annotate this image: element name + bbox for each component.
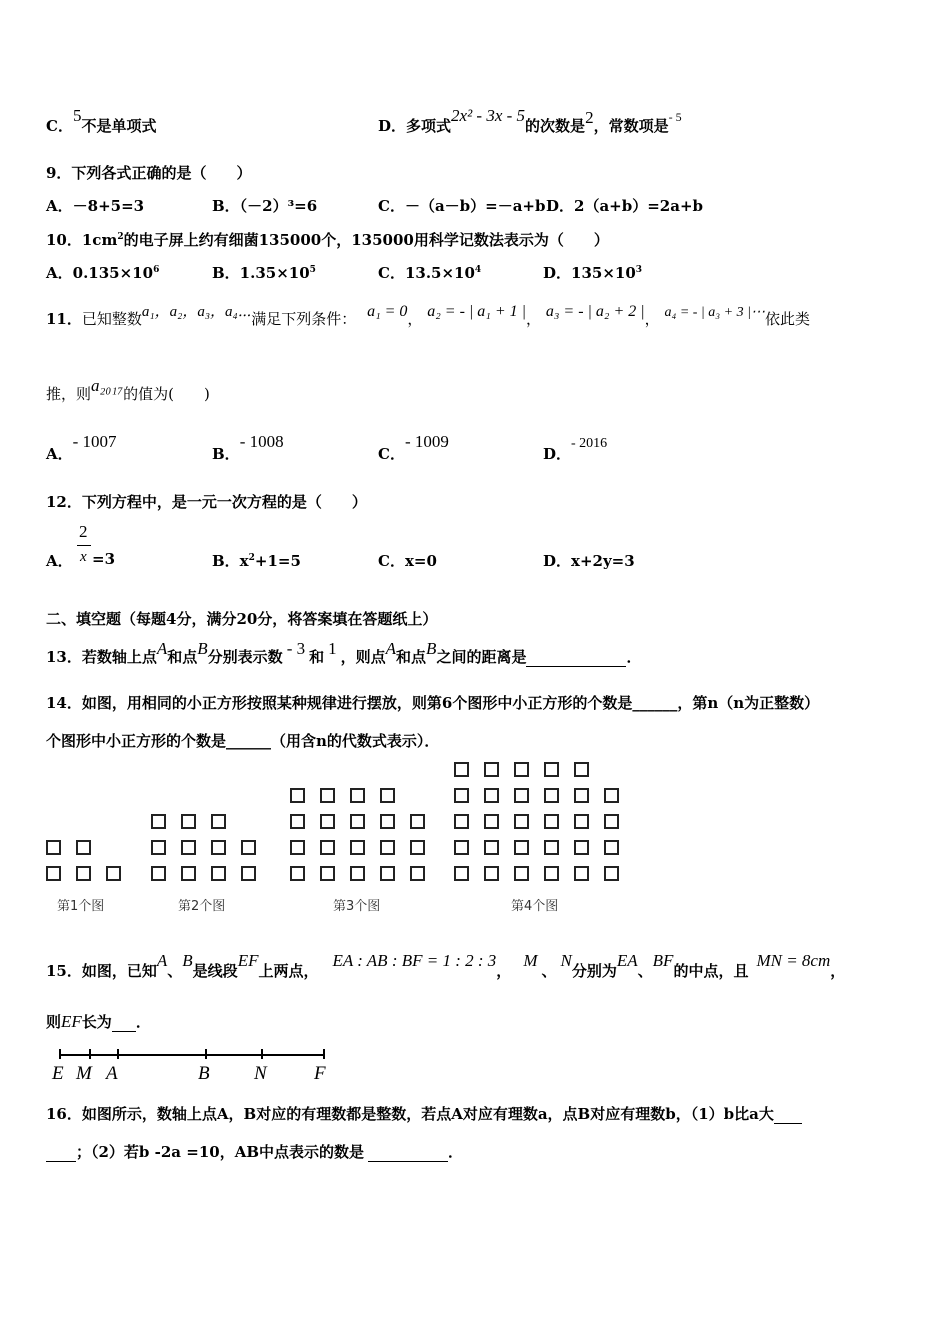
q12-a-fraction-bar [77,545,91,546]
q14-line1: 14．如图，用相同的小正方形按照某种规律进行摆放，则第6个图形中小正方形的个数是______，第n（n为正整数） [46,694,820,712]
segment-point-label: F [314,1063,326,1084]
q14-square-fig3 [380,840,395,855]
section-2-heading: 二、填空题（每题4分，满分20分，将答案填在答题纸上） [46,610,438,628]
q12-option-a: A． [46,552,73,570]
q10-option-a: A．$0.135\times 10^6$ [46,264,160,282]
q14-square-fig4 [514,762,529,777]
q9-option-c: C．－（a－b）=－a+b [378,197,546,215]
q14-square-fig4 [604,814,619,829]
q14-caption-1: 第1个图 [57,899,105,914]
q14-square-fig4 [454,762,469,777]
q14-square-fig3 [380,814,395,829]
q14-square-fig3 [290,866,305,881]
q14-square-fig2 [151,866,166,881]
q14-square-fig4 [514,814,529,829]
q16-line1: 16．如图所示，数轴上点A，B对应的有理数都是整数，若点A对应有理数a，点B对应有理数b，（1）b比a大 [46,1103,802,1124]
q14-square-fig1 [106,866,121,881]
q8-option-c: C．5不是单项式 [46,106,157,135]
q14-square-fig2 [181,840,196,855]
q14-square-fig3 [320,840,335,855]
q12-stem: 12．下列方程中，是一元一次方程的是（ ） [46,493,367,511]
q14-square-fig4 [454,840,469,855]
q12-option-b: B．$x^2+1=5$ [212,552,301,570]
q10-option-c: C．$13.5\times 10^4$ [378,264,482,282]
q14-square-fig3 [320,814,335,829]
q14-square-fig3 [290,814,305,829]
q14-square-fig4 [544,788,559,803]
q9-option-d: D．2（a+b）=2a+b [546,197,704,215]
q16-answer-blank-1a[interactable] [774,1109,802,1124]
q16-answer-blank-2[interactable] [368,1147,448,1162]
q10-stem: 10．$1cm^2$的电子屏上约有细菌135000个，135000用科学记数法表示为（ ） [46,231,609,249]
q14-square-fig4 [514,866,529,881]
q14-square-fig1 [76,840,91,855]
q11-line2: 推，则a₂₀₁₇的值为( ) [46,376,210,403]
q12-a-tail: =3 [92,550,116,568]
q14-square-fig4 [574,840,589,855]
q14-square-fig4 [574,788,589,803]
q15-line2: 则EF长为 ． [46,1012,151,1031]
q14-square-fig4 [514,840,529,855]
q15-answer-blank[interactable] [112,1017,136,1032]
q12-a-denominator: x [80,549,87,565]
q14-square-fig4 [484,788,499,803]
segment-point-label: N [254,1063,267,1084]
segment-point-label: B [198,1063,210,1084]
q14-square-fig4 [484,814,499,829]
q14-square-fig1 [46,840,61,855]
q14-square-fig2 [241,840,256,855]
q14-square-fig4 [454,788,469,803]
q14-square-fig3 [320,788,335,803]
q9-stem: 9．下列各式正确的是（ ） [46,164,252,182]
q11-option-d: D．- 2016 [543,436,608,463]
segment-point-label: M [76,1063,92,1084]
q11-option-a: A．- 1007 [46,432,117,463]
q10-option-b: B．$1.35\times 10^5$ [212,264,316,282]
q12-option-d: D．x+2y=3 [543,552,635,570]
q9-option-a: A．－8+5=3 [46,197,145,215]
q14-square-fig2 [241,866,256,881]
q10-option-d: D．$135\times 10^3$ [543,264,643,282]
q15-line1: 15．如图，已知A、B是线段EF上两点，EA : AB : BF = 1 : 2 : 3，M、N分别为EA、BF的中点，且MN = 8cm， [46,951,846,980]
q14-square-fig3 [350,866,365,881]
q14-square-fig4 [484,762,499,777]
q12-option-c: C．x=0 [378,552,437,570]
q14-square-fig3 [410,840,425,855]
q14-square-fig1 [46,866,61,881]
q14-square-fig4 [574,762,589,777]
q14-square-fig3 [290,788,305,803]
q15-segment-figure [46,1045,336,1085]
q14-square-fig4 [544,762,559,777]
q14-square-fig2 [151,840,166,855]
q13-answer-blank[interactable] [526,652,626,667]
q16-line2: ；（2）若b -2a =10，AB中点表示的数是 ． [46,1141,463,1162]
q16-answer-blank-1b[interactable] [46,1147,76,1162]
q14-square-fig4 [484,840,499,855]
q14-square-fig4 [604,866,619,881]
q14-square-fig4 [484,866,499,881]
q14-square-fig2 [181,866,196,881]
q14-square-fig3 [290,840,305,855]
q14-square-fig2 [211,866,226,881]
q14-square-fig4 [544,814,559,829]
q9-option-b: B．（－2）³=6 [212,197,318,215]
q14-square-fig3 [410,866,425,881]
q11-option-b: B．- 1008 [212,432,284,463]
q14-caption-2: 第2个图 [178,899,226,914]
q14-square-fig3 [380,866,395,881]
q14-square-fig4 [604,788,619,803]
segment-point-label: E [52,1063,64,1084]
q14-square-fig3 [350,840,365,855]
q11-line1: 11．已知整数a₁，a₂，a₃，a₄⋯满足下列条件： a₁ = 0， a₂ = - | a₁ + 1 |， a₃ = - | a₂ + 2 |， a₄ = - | a₃ + 3 |⋯依此类 [46,303,810,328]
q11-option-c: C．- 1009 [378,432,449,463]
q14-caption-4: 第4个图 [511,899,559,914]
q14-caption-3: 第3个图 [333,899,381,914]
q14-square-fig1 [76,866,91,881]
q14-square-fig3 [320,866,335,881]
q14-square-fig2 [211,814,226,829]
q14-square-fig2 [181,814,196,829]
q8-option-d: D．多项式2x² - 3x - 5的次数是2，常数项是$^{- 5}$ [378,106,682,135]
q12-a-numerator: 2 [79,522,88,541]
q14-square-fig3 [350,788,365,803]
segment-point-label: A [106,1063,118,1084]
q14-square-fig2 [151,814,166,829]
q14-square-fig4 [574,866,589,881]
q14-square-fig4 [574,814,589,829]
q14-square-fig3 [410,814,425,829]
q14-square-fig4 [454,814,469,829]
q14-square-fig4 [604,840,619,855]
q14-square-fig4 [544,866,559,881]
q14-square-fig4 [454,866,469,881]
q14-square-fig2 [211,840,226,855]
q14-line2: 个图形中小正方形的个数是______（用含n的代数式表示）． [46,732,440,750]
q14-square-fig3 [350,814,365,829]
q14-square-fig3 [380,788,395,803]
q14-square-fig4 [544,840,559,855]
q13: 13．若数轴上点A和点B分别表示数 - 3 和 1 ，则点A和点B之间的距离是 ． [46,639,642,666]
q14-square-fig4 [514,788,529,803]
